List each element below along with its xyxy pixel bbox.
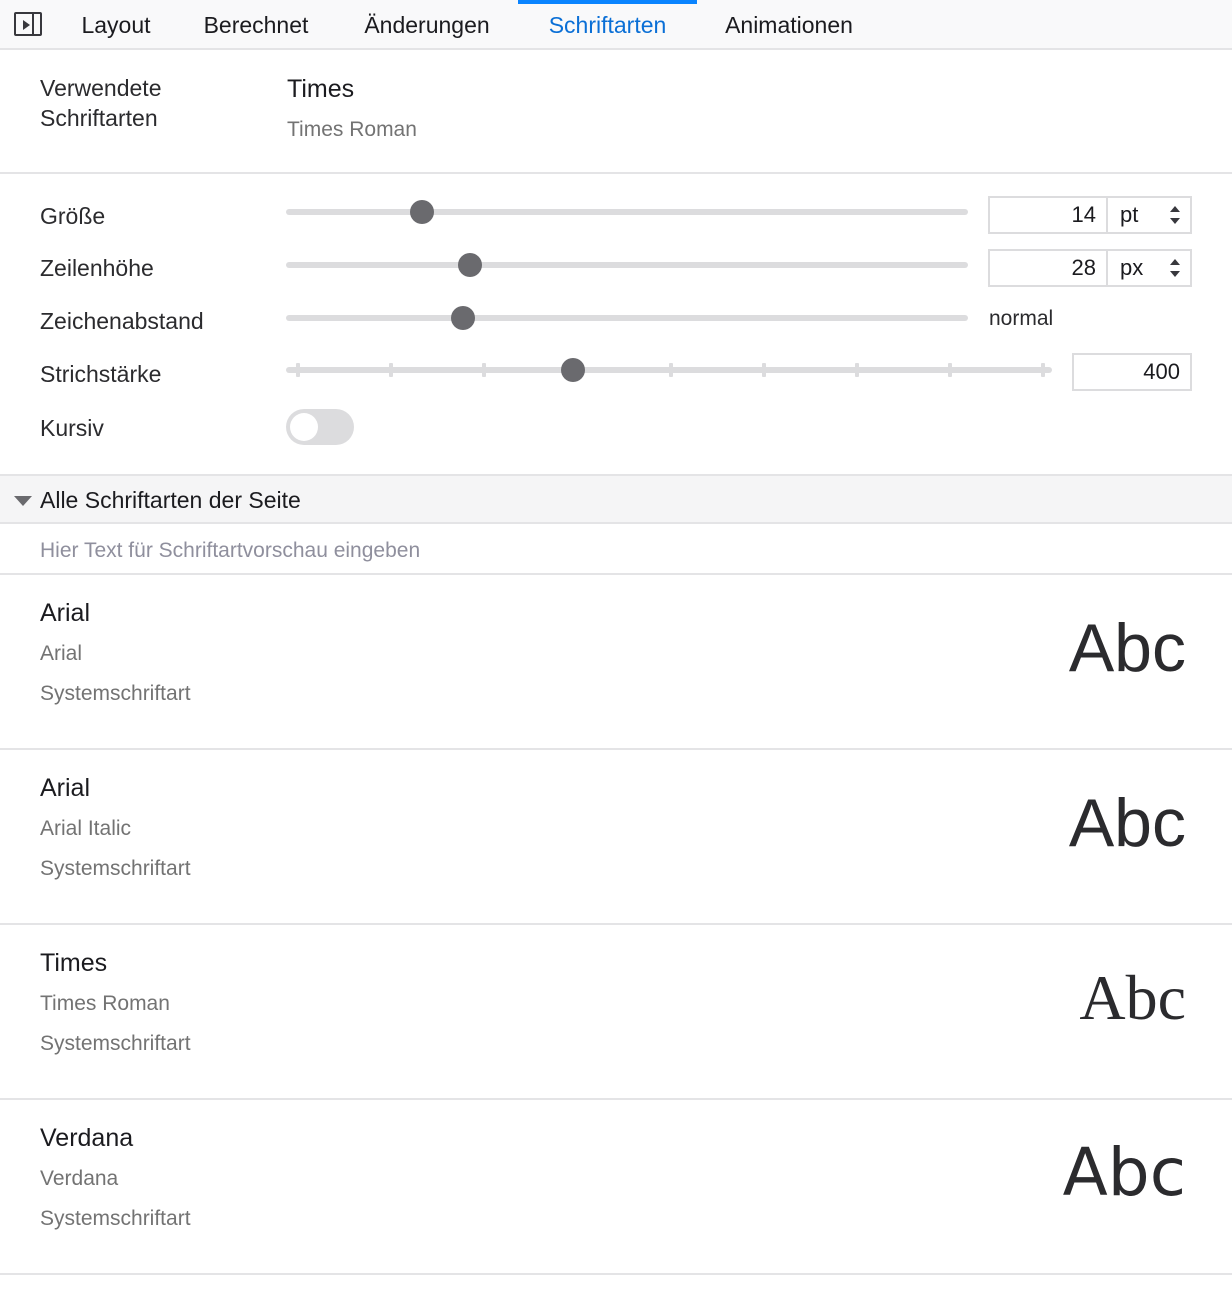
tab-animations[interactable]: Animationen xyxy=(725,12,853,38)
used-font-style: Times Roman xyxy=(287,118,417,141)
weight-input[interactable]: 400 xyxy=(1143,359,1180,384)
letter-spacing-slider-thumb[interactable] xyxy=(451,306,475,330)
italic-label: Kursiv xyxy=(40,415,104,441)
weight-slider-tick xyxy=(669,363,673,377)
all-fonts-header[interactable] xyxy=(0,474,1232,524)
used-fonts-label: Verwendete Schriftarten xyxy=(40,75,162,131)
size-field xyxy=(988,196,1192,234)
tab-fonts[interactable]: Schriftarten xyxy=(518,0,697,50)
size-slider[interactable] xyxy=(286,209,968,215)
font-card xyxy=(0,923,1232,1098)
weight-slider-tick xyxy=(296,363,300,377)
font-origin: Systemschriftart xyxy=(40,857,191,880)
font-preview-input[interactable] xyxy=(40,536,1190,566)
font-card xyxy=(0,573,1232,748)
font-origin: Systemschriftart xyxy=(40,682,191,705)
font-origin: Systemschriftart xyxy=(40,1207,191,1230)
size-unit-select[interactable] xyxy=(1106,198,1190,232)
line-height-unit-value: px xyxy=(1120,255,1144,280)
font-sample: Abc xyxy=(1079,962,1186,1033)
toggle-knob xyxy=(290,413,318,441)
size-slider-thumb[interactable] xyxy=(410,200,434,224)
weight-slider-tick xyxy=(389,363,393,377)
line-height-unit-select[interactable] xyxy=(1106,251,1190,285)
used-font-name: Times xyxy=(287,75,355,103)
line-height-label: Zeilenhöhe xyxy=(40,255,154,281)
select-arrows-icon xyxy=(1170,206,1180,224)
weight-slider-tick xyxy=(762,363,766,377)
weight-slider-tick xyxy=(482,363,486,377)
weight-slider-tick xyxy=(1041,363,1045,377)
size-label: Größe xyxy=(40,203,106,229)
line-height-input[interactable]: 28 xyxy=(1071,255,1096,280)
size-unit-value: pt xyxy=(1120,202,1139,227)
tab-bar xyxy=(0,0,1232,50)
tab-layout[interactable]: Layout xyxy=(81,12,151,38)
all-fonts-title: Alle Schriftarten der Seite xyxy=(40,487,301,513)
select-arrows-icon xyxy=(1170,259,1180,277)
font-name: Times xyxy=(40,949,108,977)
font-sample: Abc xyxy=(1068,785,1186,861)
font-card xyxy=(0,1098,1232,1273)
font-card xyxy=(0,748,1232,923)
font-name: Arial xyxy=(40,599,91,627)
letter-spacing-value: normal xyxy=(989,307,1054,330)
font-sample: Abc xyxy=(1068,610,1186,686)
line-height-field xyxy=(988,249,1192,287)
divider xyxy=(0,1273,1232,1275)
sidebar-toggle-icon[interactable] xyxy=(14,12,42,36)
font-origin: Systemschriftart xyxy=(40,1032,191,1055)
letter-spacing-label: Zeichenabstand xyxy=(40,308,204,334)
weight-label: Strichstärke xyxy=(40,361,162,387)
expand-caret-icon[interactable] xyxy=(14,496,32,506)
weight-field xyxy=(1072,353,1192,391)
weight-slider-tick xyxy=(855,363,859,377)
font-style: Verdana xyxy=(40,1167,119,1190)
weight-slider-tick xyxy=(948,363,952,377)
line-height-slider[interactable] xyxy=(286,262,968,268)
divider xyxy=(0,172,1232,174)
font-style: Times Roman xyxy=(40,992,170,1015)
tab-changes[interactable]: Änderungen xyxy=(364,12,490,38)
font-name: Verdana xyxy=(40,1124,134,1152)
font-name: Arial xyxy=(40,774,91,802)
font-style: Arial Italic xyxy=(40,817,132,840)
line-height-slider-thumb[interactable] xyxy=(458,253,482,277)
font-sample: Abc xyxy=(1062,1134,1186,1211)
font-style: Arial xyxy=(40,642,83,665)
size-input[interactable]: 14 xyxy=(1071,202,1096,227)
letter-spacing-slider[interactable] xyxy=(286,315,968,321)
tab-computed[interactable]: Berechnet xyxy=(203,12,309,38)
weight-slider-thumb[interactable] xyxy=(561,358,585,382)
italic-toggle[interactable] xyxy=(286,409,354,445)
